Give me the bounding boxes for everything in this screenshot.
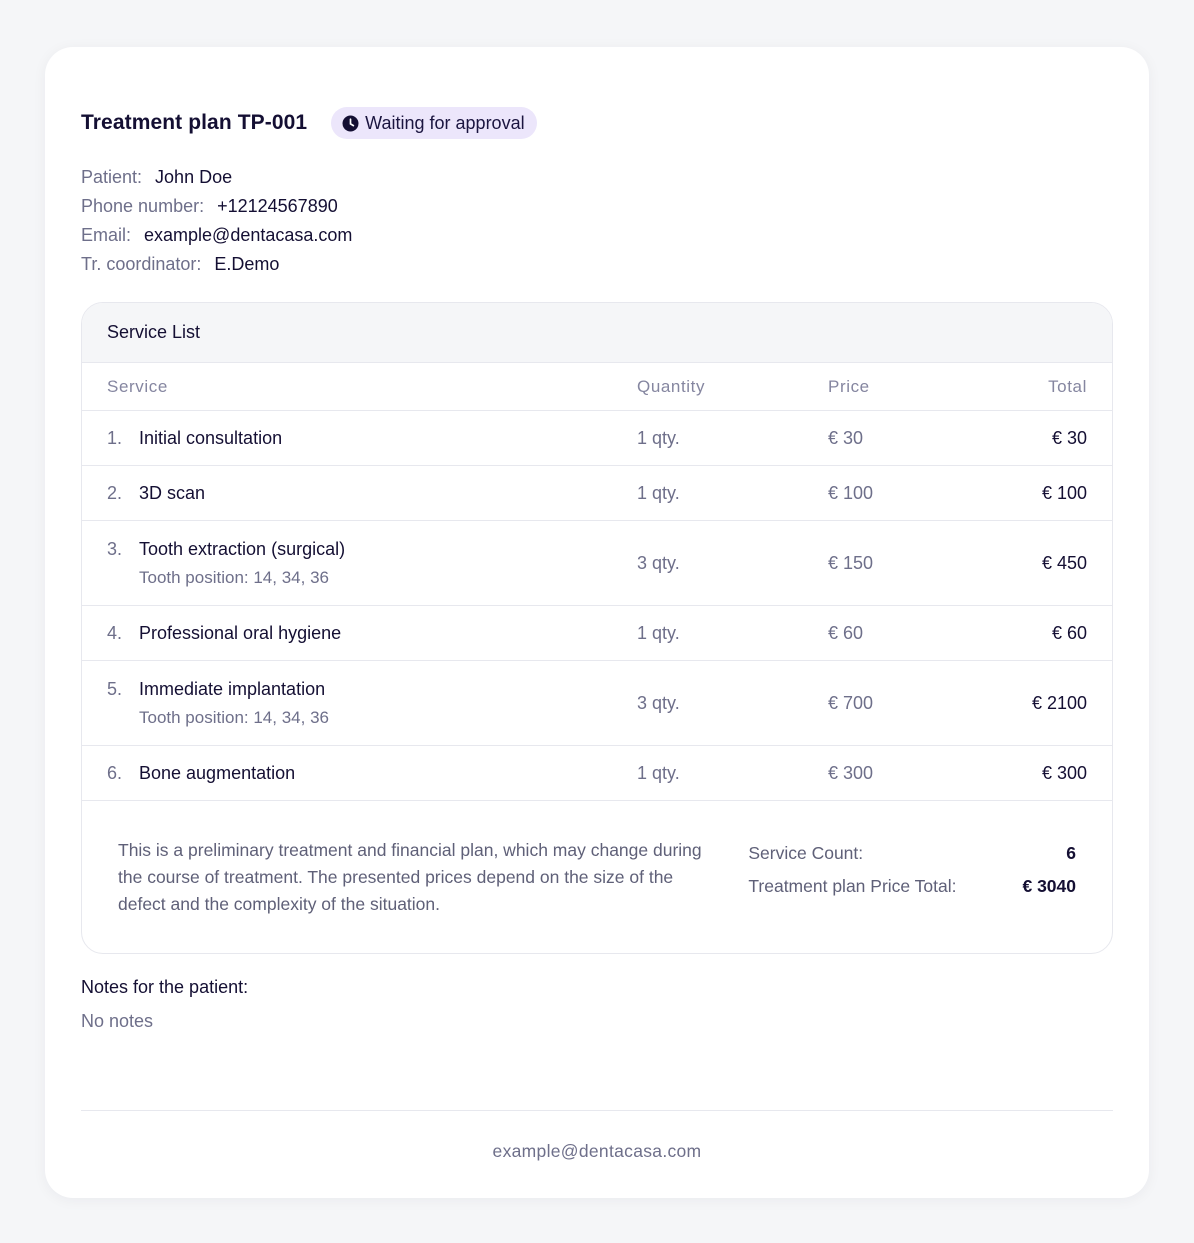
status-badge bbox=[331, 107, 536, 139]
patient-info bbox=[81, 163, 352, 279]
price-cell: € 700 bbox=[828, 692, 874, 713]
service-name: Tooth extraction (surgical) bbox=[139, 538, 346, 559]
col-price: Price bbox=[828, 376, 870, 396]
price-cell: € 100 bbox=[828, 482, 874, 503]
row-number: 3. bbox=[107, 538, 123, 559]
service-name: Immediate implantation bbox=[139, 678, 326, 699]
price-total-row bbox=[748, 870, 1076, 903]
phone-label: Phone number: bbox=[81, 196, 205, 216]
quantity-cell: 1 qty. bbox=[637, 622, 680, 643]
total-cell: € 30 bbox=[1051, 427, 1087, 448]
patient-row bbox=[81, 163, 352, 192]
email-row bbox=[81, 221, 352, 250]
plan-header bbox=[81, 107, 537, 139]
service-list bbox=[81, 302, 1113, 954]
footer-divider bbox=[81, 1110, 1113, 1111]
patient-label: Patient: bbox=[81, 167, 143, 187]
total-cell: € 100 bbox=[1041, 482, 1087, 503]
status-label: Waiting for approval bbox=[365, 112, 525, 133]
service-list-title: Service List bbox=[82, 303, 1112, 363]
total-cell: € 450 bbox=[1041, 552, 1087, 573]
coordinator-value: E.Demo bbox=[214, 254, 280, 274]
table-row bbox=[82, 411, 1112, 466]
col-service: Service bbox=[107, 376, 168, 396]
service-name: Professional oral hygiene bbox=[139, 622, 342, 643]
price-cell: € 150 bbox=[828, 552, 874, 573]
coordinator-label: Tr. coordinator: bbox=[81, 254, 202, 274]
total-cell: € 300 bbox=[1041, 762, 1087, 783]
row-number: 6. bbox=[107, 762, 123, 783]
coordinator-row bbox=[81, 250, 352, 279]
price-cell: € 300 bbox=[828, 762, 874, 783]
email-label: Email: bbox=[81, 225, 132, 245]
tooth-position: Tooth position: 14, 34, 36 bbox=[139, 707, 329, 727]
price-total-value: € 3040 bbox=[1022, 876, 1076, 896]
plan-summary bbox=[82, 801, 1112, 918]
email-value[interactable]: example@dentacasa.com bbox=[144, 225, 353, 245]
row-number: 5. bbox=[107, 678, 123, 699]
quantity-cell: 3 qty. bbox=[637, 692, 680, 713]
quantity-cell: 1 qty. bbox=[637, 427, 680, 448]
service-cell bbox=[107, 411, 637, 465]
table-row bbox=[82, 521, 1112, 606]
tooth-position: Tooth position: 14, 34, 36 bbox=[139, 567, 329, 587]
quantity-cell: 1 qty. bbox=[637, 762, 680, 783]
plan-title: Treatment plan TP-001 bbox=[81, 111, 308, 134]
service-count-value: 6 bbox=[1066, 843, 1076, 863]
table-row bbox=[82, 746, 1112, 801]
phone-row bbox=[81, 192, 352, 221]
table-row bbox=[82, 466, 1112, 521]
service-cell bbox=[107, 521, 637, 605]
quantity-cell: 1 qty. bbox=[637, 482, 680, 503]
disclaimer-text: This is a preliminary treatment and financial plan, which may change during the course of treatment. The presented prices depend on the size of the defect and the complexity of the situation. bbox=[118, 840, 702, 914]
price-total-label: Treatment plan Price Total: bbox=[748, 876, 957, 896]
table-row bbox=[82, 661, 1112, 746]
service-cell bbox=[107, 746, 637, 800]
notes-value: No notes bbox=[81, 1011, 154, 1031]
service-cell bbox=[107, 661, 637, 745]
service-name: Initial consultation bbox=[139, 427, 283, 448]
service-name: 3D scan bbox=[139, 482, 206, 503]
notes-label: Notes for the patient: bbox=[81, 977, 249, 997]
row-number: 1. bbox=[107, 427, 123, 448]
service-cell bbox=[107, 606, 637, 660]
treatment-plan-card bbox=[45, 47, 1149, 1198]
row-number: 4. bbox=[107, 622, 123, 643]
total-cell: € 60 bbox=[1051, 622, 1087, 643]
service-count-row bbox=[748, 837, 1076, 870]
totals-block bbox=[748, 837, 1076, 918]
service-cell bbox=[107, 466, 637, 520]
quantity-cell: 3 qty. bbox=[637, 552, 680, 573]
footer-email[interactable]: example@dentacasa.com bbox=[492, 1141, 702, 1161]
total-cell: € 2100 bbox=[1031, 692, 1087, 713]
col-total: Total bbox=[1048, 376, 1087, 396]
row-number: 2. bbox=[107, 482, 123, 503]
patient-value: John Doe bbox=[155, 167, 233, 187]
clock-icon bbox=[342, 115, 359, 132]
service-count-label: Service Count: bbox=[748, 843, 864, 863]
phone-value[interactable]: +12124567890 bbox=[217, 196, 338, 216]
price-cell: € 30 bbox=[828, 427, 864, 448]
table-header bbox=[82, 363, 1112, 411]
service-name: Bone augmentation bbox=[139, 762, 296, 783]
price-cell: € 60 bbox=[828, 622, 864, 643]
col-quantity: Quantity bbox=[637, 376, 706, 396]
table-row bbox=[82, 606, 1112, 661]
